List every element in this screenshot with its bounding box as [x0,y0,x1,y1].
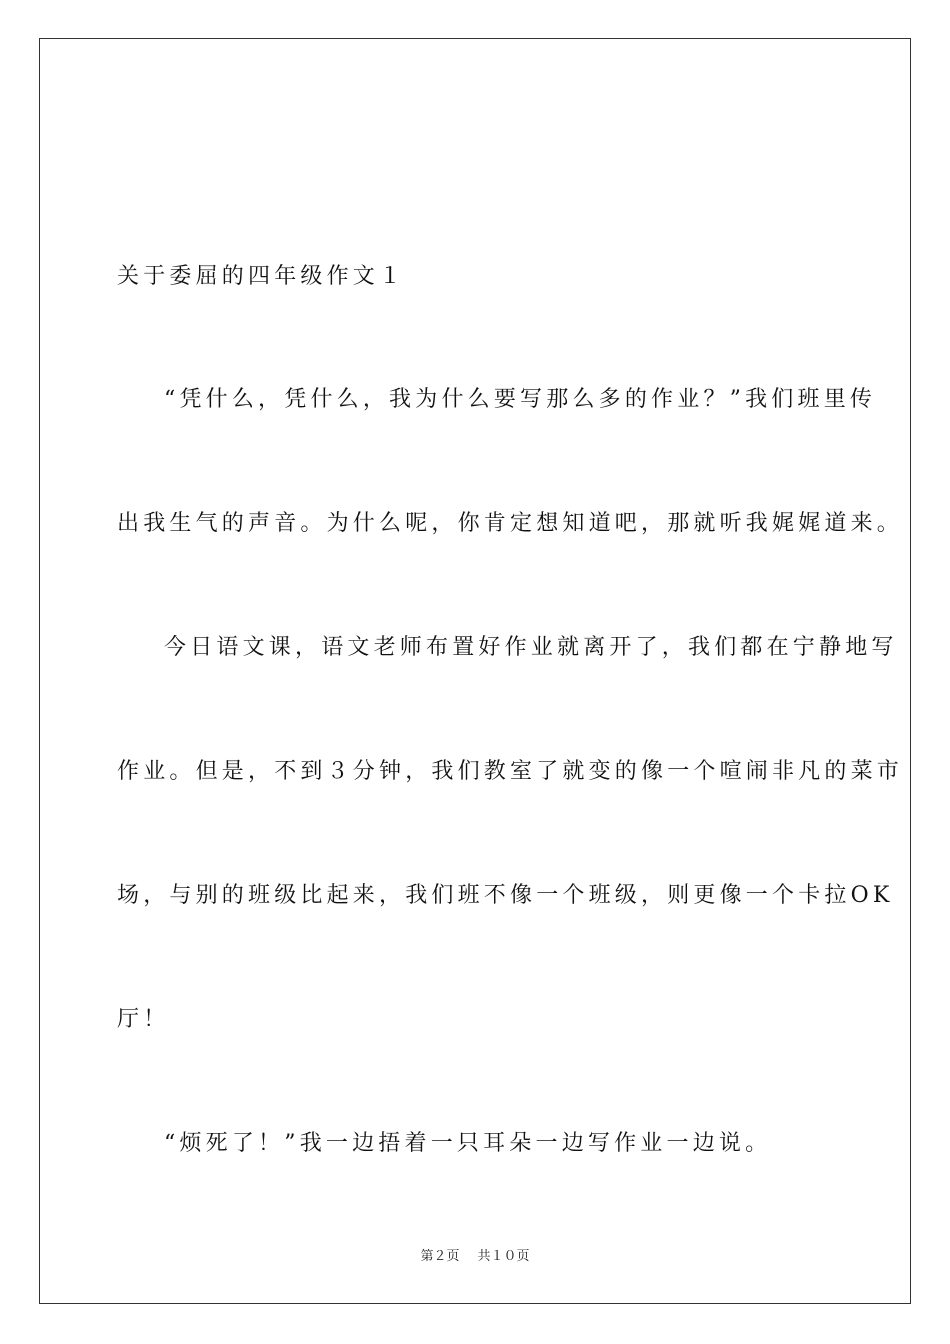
page-total: 共１０页 [477,1249,530,1264]
paragraph-line-7: “烦死了！”我一边捂着一只耳朵一边写作业一边说。 [164,1131,772,1156]
paragraph-line-6: 厅！ [117,1007,170,1032]
page-number: 第２页 [420,1249,460,1264]
paragraph-line-1: “凭什么，凭什么，我为什么要写那么多的作业？”我们班里传 [164,387,877,412]
paragraph-line-2: 出我生气的声音。为什么呢，你肯定想知道吧，那就听我娓娓道来。 [117,511,904,536]
paragraph-line-4: 作业。但是，不到３分钟，我们教室了就变的像一个喧闹非凡的菜市 [117,759,904,784]
paragraph-line-5: 场，与别的班级比起来，我们班不像一个班级，则更像一个卡拉OK [117,883,894,908]
page-border [39,38,911,1304]
page-footer [0,1248,950,1266]
paragraph-line-3: 今日语文课，语文老师布置好作业就离开了，我们都在宁静地写 [164,635,898,660]
document-title: 关于委屈的四年级作文１ [117,264,406,289]
